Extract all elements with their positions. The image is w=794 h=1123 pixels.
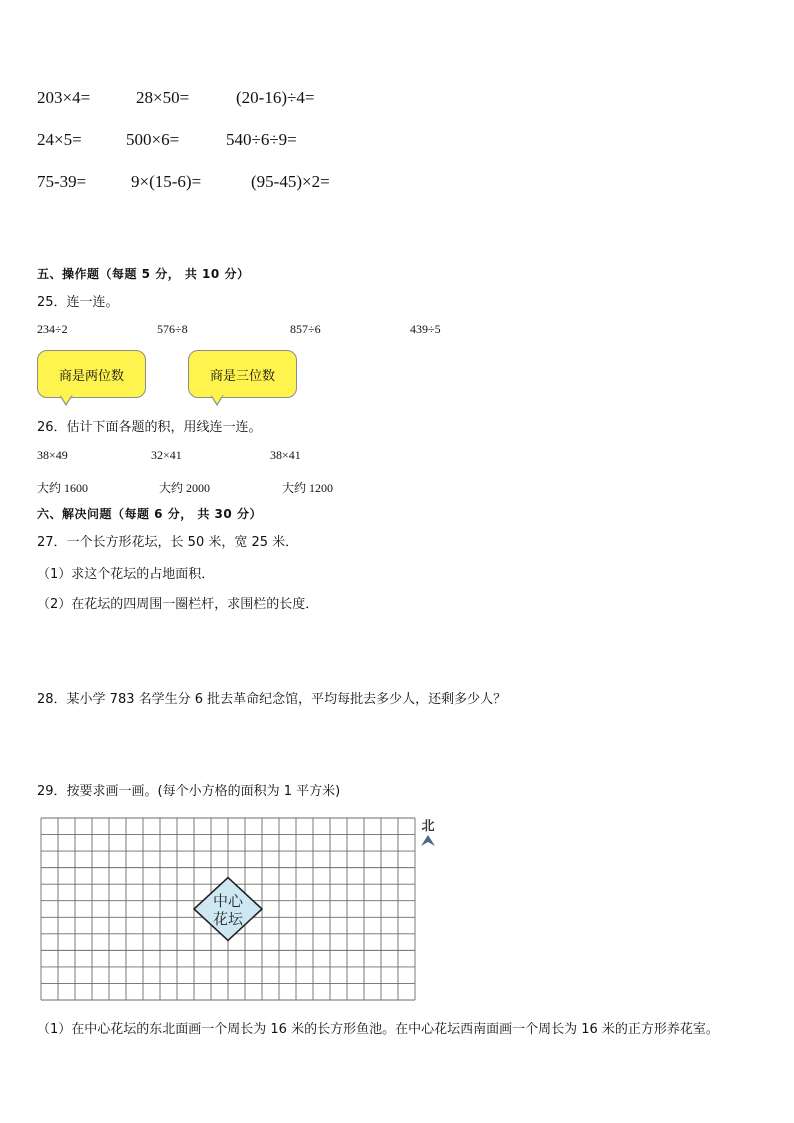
- calc-2-2: 500×6=: [126, 130, 180, 149]
- bubble-two-digit-tail: [60, 395, 74, 407]
- q26-estimate-2: 大约 2000: [159, 481, 211, 495]
- north-label: 北: [421, 819, 435, 834]
- q26-expr-3: 38×41: [270, 448, 301, 462]
- bubble-three-digit: [188, 350, 297, 398]
- q25-prompt: 25．连一连。: [37, 295, 119, 310]
- q25-expr-3: 857÷6: [290, 322, 321, 336]
- grid-svg: [40, 817, 416, 1001]
- q26-expr-1: 38×49: [37, 448, 68, 462]
- calc-1-2: 28×50=: [136, 88, 190, 107]
- calc-2-1: 24×5=: [37, 130, 82, 149]
- calc-3-1: 75-39=: [37, 172, 87, 191]
- q26-expr-2: 32×41: [151, 448, 182, 462]
- q28-prompt: 28．某小学 783 名学生分 6 批去革命纪念馆，平均每批去多少人，还剩多少人？: [37, 692, 507, 707]
- q29-sub1: （1）在中心花坛的东北面画一个周长为 16 米的长方形鱼池。在中心花坛西南面画一个周长为 16 米的正方形养花室。: [37, 1022, 719, 1037]
- q29-prompt: 29．按要求画一画。(每个小方格的面积为 1 平方米): [37, 784, 341, 799]
- calc-1-3: (20-16)÷4=: [236, 88, 315, 107]
- north-indicator: [419, 815, 437, 852]
- square-grid: [40, 817, 416, 1001]
- calc-3-3: (95-45)×2=: [251, 172, 330, 191]
- q27-sub2: （2）在花坛的四周围一圈栏杆，求围栏的长度．: [37, 597, 319, 612]
- q26-estimate-3: 大约 1200: [282, 481, 334, 495]
- calc-2-3: 540÷6÷9=: [226, 130, 297, 149]
- bubble-two-digit: [37, 350, 146, 398]
- calc-1-1: 203×4=: [37, 88, 91, 107]
- north-arrow-icon: [419, 835, 437, 847]
- calc-3-2: 9×(15-6)=: [131, 172, 202, 191]
- q27-sub1: （1）求这个花坛的占地面积．: [37, 567, 215, 582]
- bubble-three-digit-label: 商是三位数: [209, 368, 275, 384]
- q26-estimate-1: 大约 1600: [37, 481, 89, 495]
- q25-expr-4: 439÷5: [410, 322, 441, 336]
- q25-expr-1: 234÷2: [37, 322, 68, 336]
- q25-expr-2: 576÷8: [157, 322, 188, 336]
- q26-prompt: 26．估计下面各题的积，用线连一连。: [37, 420, 262, 435]
- bubble-three-digit-tail: [211, 395, 225, 407]
- bubble-two-digit-label: 商是两位数: [58, 368, 124, 384]
- center-flowerbed-label-2: 花坛: [212, 910, 244, 928]
- q27-prompt: 27．一个长方形花坛，长 50 米，宽 25 米．: [37, 535, 299, 550]
- section6-title: 六、解决问题（每题 6 分， 共 30 分）: [37, 507, 262, 521]
- section5-title: 五、操作题（每题 5 分， 共 10 分）: [37, 267, 250, 281]
- center-flowerbed-label-1: 中心: [212, 892, 244, 910]
